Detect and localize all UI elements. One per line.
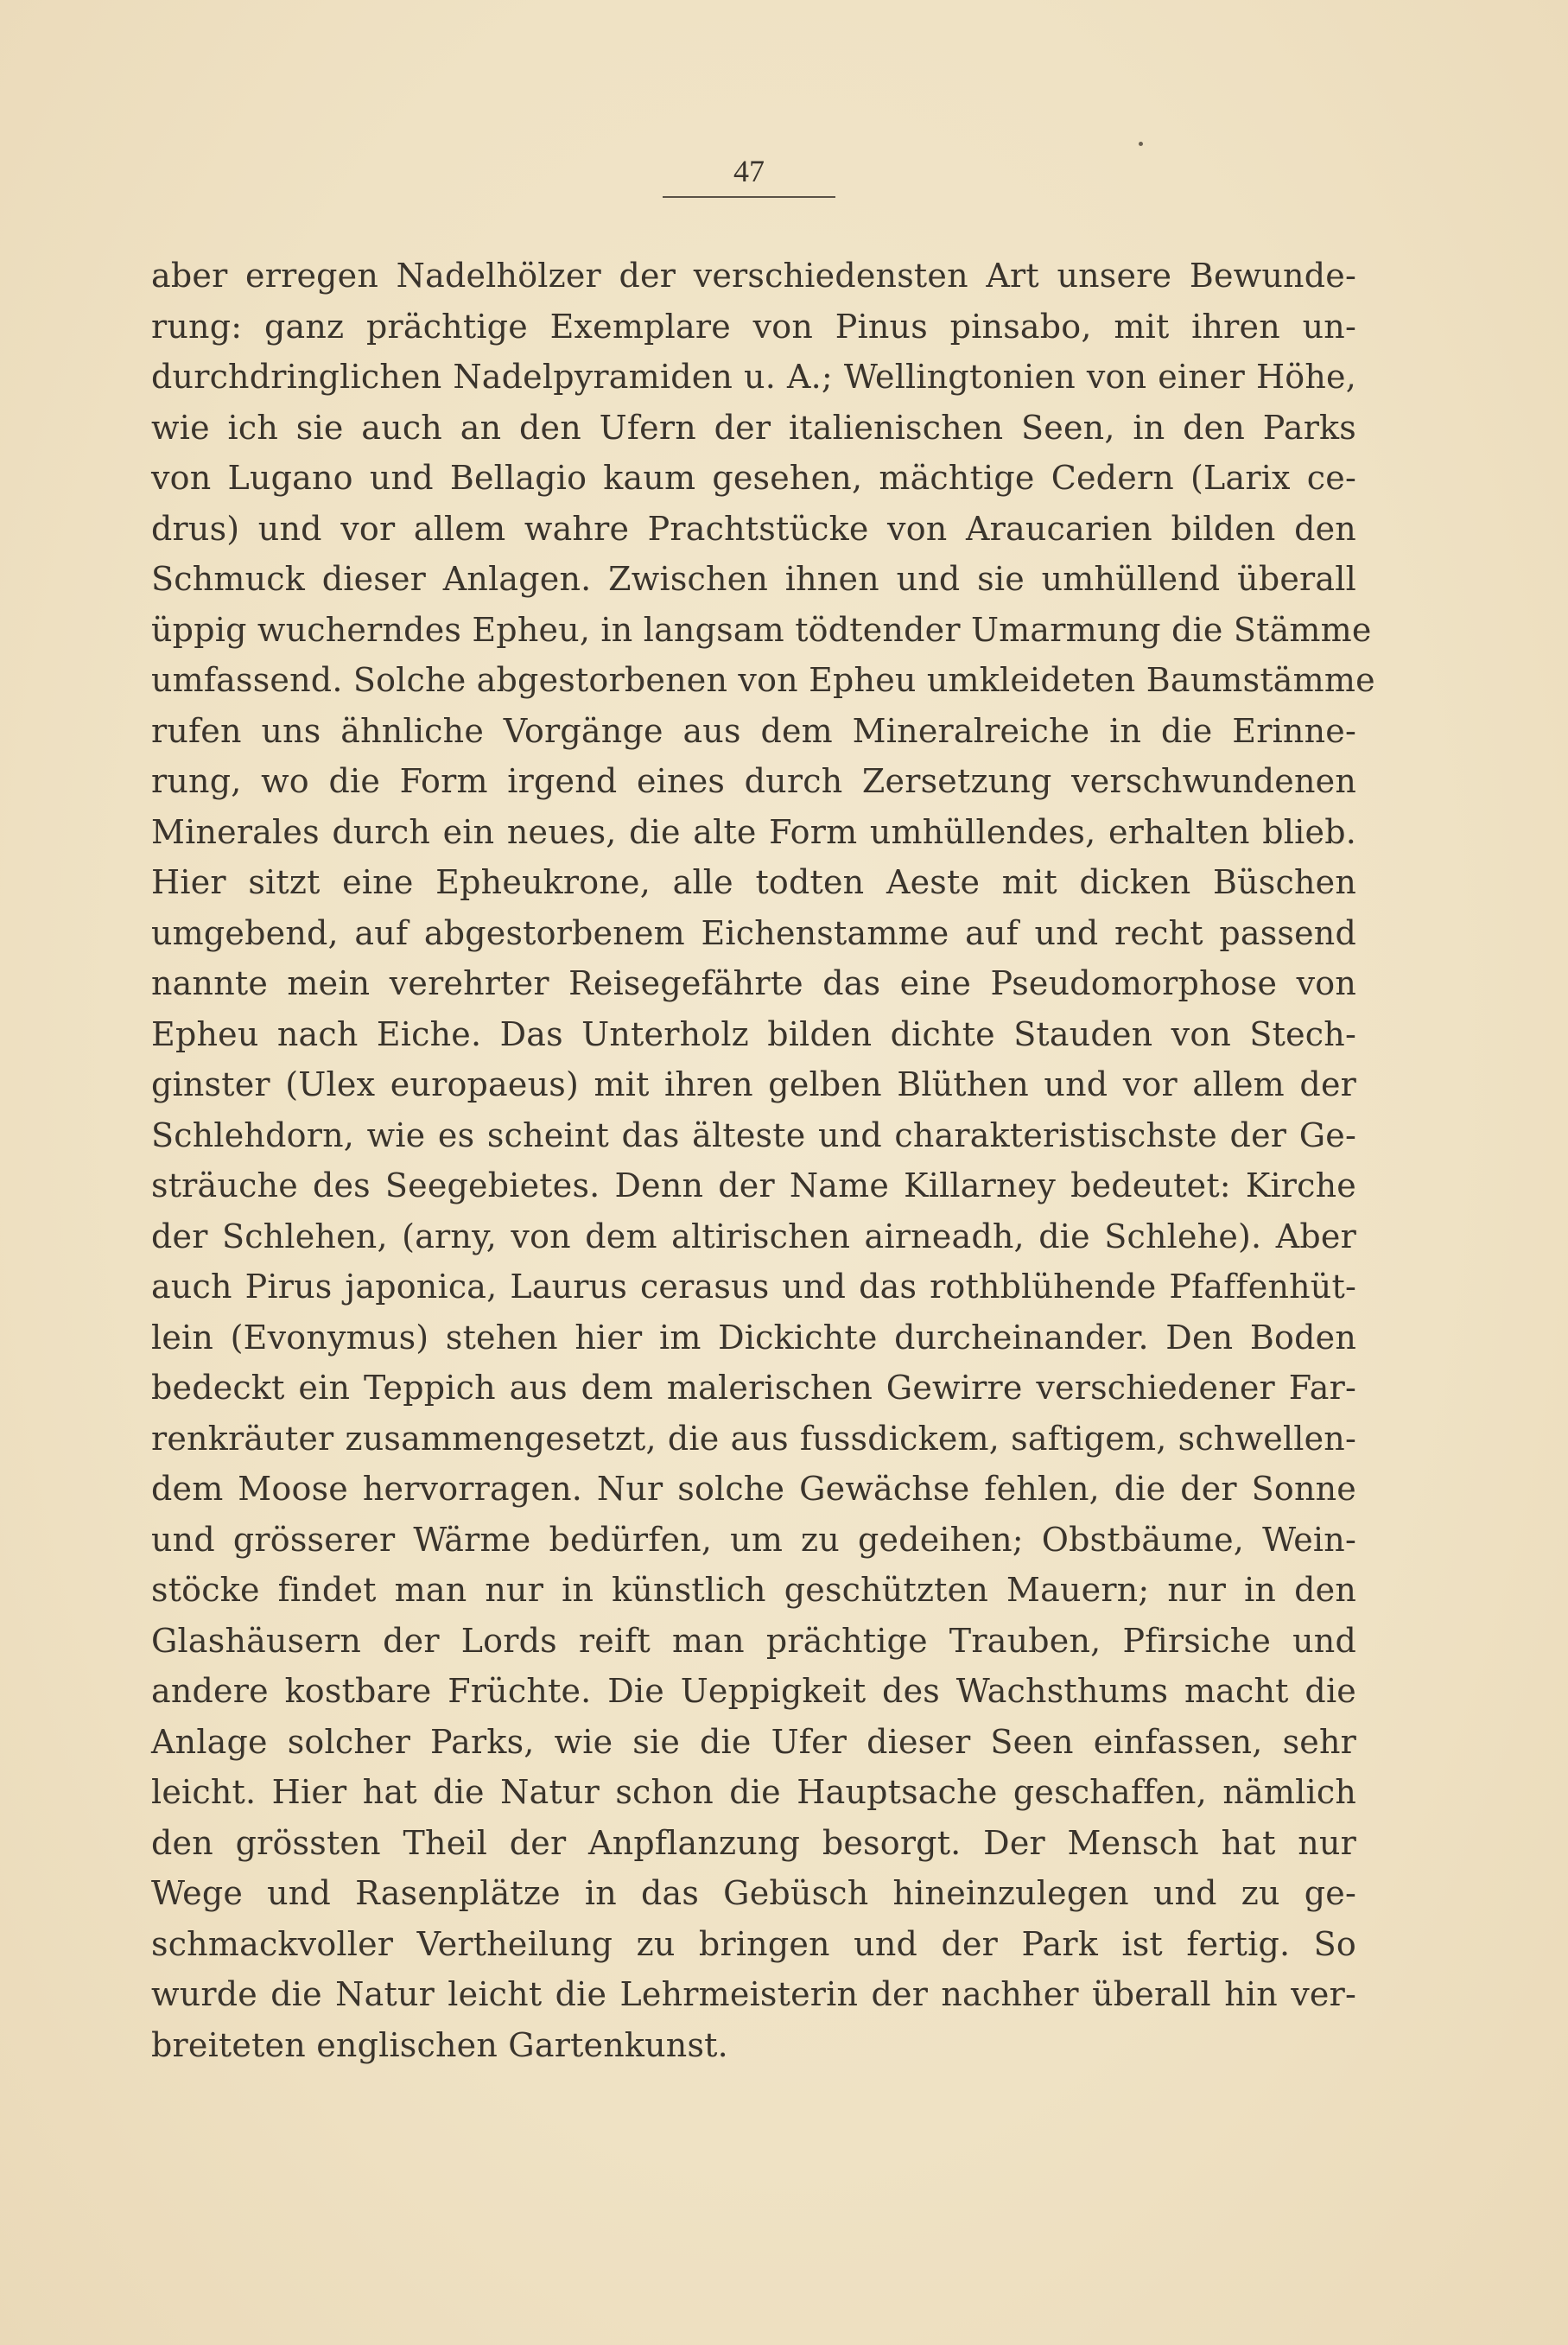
text-line: Minerales durch ein neues, die alte Form umhüllendes, erhalten blieb. bbox=[151, 812, 1356, 851]
text-line: auch Pirus japonica, Laurus cerasus und das rothblühende Pfaffenhüt- bbox=[151, 1268, 1356, 1306]
text-line-last: breiteten englischen Gartenkunst. bbox=[151, 2025, 728, 2064]
text-line: umgebend, auf abgestorbenem Eichenstamme auf und recht passend bbox=[151, 913, 1356, 952]
text-line: umfassend. Solche abgestorbenen von Epheu umkleideten Baumstämme bbox=[151, 661, 1375, 699]
text-line: dem Moose hervorragen. Nur solche Gewächse fehlen, die der Sonne bbox=[151, 1470, 1356, 1508]
text-line: rufen uns ähnliche Vorgänge aus dem Mineralreiche in die Erinne- bbox=[151, 711, 1356, 750]
text-line: Schlehdorn, wie es scheint das älteste und charakteristischste der Ge- bbox=[151, 1115, 1356, 1154]
text-line: Epheu nach Eiche. Das Unterholz bilden dichte Stauden von Stech- bbox=[151, 1014, 1356, 1053]
text-line: stöcke findet man nur in künstlich geschützten Mauern; nur in den bbox=[151, 1571, 1356, 1609]
text-line: von Lugano und Bellagio kaum gesehen, mächtige Cedern (Larix ce- bbox=[151, 459, 1356, 497]
text-line: der Schlehen, (arny, von dem altirischen airneadh, die Schlehe). Aber bbox=[151, 1217, 1356, 1255]
text-line: nannte mein verehrter Reisegefährte das eine Pseudomorphose von bbox=[151, 964, 1356, 1002]
text-line: Schmuck dieser Anlagen. Zwischen ihnen und sie umhüllend überall bbox=[151, 560, 1356, 598]
text-line: üppig wucherndes Epheu, in langsam tödtender Umarmung die Stämme bbox=[151, 610, 1372, 649]
text-line: rung: ganz prächtige Exemplare von Pinus pinsabo, mit ihren un- bbox=[151, 307, 1356, 346]
text-line: wurde die Natur leicht die Lehrmeisterin der nachher überall hin ver- bbox=[151, 1975, 1356, 2013]
text-line: und grösserer Wärme bedürfen, um zu gedeihen; Obstbäume, Wein- bbox=[151, 1520, 1356, 1559]
text-line: renkräuter zusammengesetzt, die aus fussdickem, saftigem, schwellen- bbox=[151, 1419, 1356, 1458]
text-line: schmackvoller Vertheilung zu bringen und der Park ist fertig. So bbox=[151, 1924, 1356, 1963]
text-line: Anlage solcher Parks, wie sie die Ufer dieser Seen einfassen, sehr bbox=[151, 1722, 1356, 1761]
text-line: bedeckt ein Teppich aus dem malerischen Gewirre verschiedener Far- bbox=[151, 1369, 1356, 1407]
page-number: 47 bbox=[733, 154, 765, 188]
text-line: Wege und Rasenplätze in das Gebüsch hineinzulegen und zu ge- bbox=[151, 1874, 1356, 1912]
text-line: den grössten Theil der Anpflanzung besorgt. Der Mensch hat nur bbox=[151, 1823, 1356, 1862]
text-line: lein (Evonymus) stehen hier im Dickichte durcheinander. Den Boden bbox=[151, 1318, 1356, 1357]
text-line: leicht. Hier hat die Natur schon die Hauptsache geschaffen, nämlich bbox=[151, 1773, 1356, 1811]
text-line: andere kostbare Früchte. Die Ueppigkeit des Wachsthums macht die bbox=[151, 1672, 1356, 1710]
text-line: durchdringlichen Nadelpyramiden u. A.; Wellingtonien von einer Höhe, bbox=[151, 358, 1356, 396]
text-line: sträuche des Seegebietes. Denn der Name Killarney bedeutet: Kirche bbox=[151, 1166, 1356, 1204]
text-line: rung, wo die Form irgend eines durch Zersetzung verschwundenen bbox=[151, 762, 1356, 800]
page-number-rule bbox=[663, 196, 835, 198]
text-line: ginster (Ulex europaeus) mit ihren gelben Blüthen und vor allem der bbox=[151, 1065, 1356, 1103]
text-line: drus) und vor allem wahre Prachtstücke von Araucarien bilden den bbox=[151, 509, 1356, 548]
text-line: aber erregen Nadelhölzer der verschiedensten Art unsere Bewunde- bbox=[151, 257, 1356, 295]
text-line: Glashäusern der Lords reift man prächtige Trauben, Pfirsiche und bbox=[151, 1621, 1356, 1660]
text-line: wie ich sie auch an den Ufern der italienischen Seen, in den Parks bbox=[151, 408, 1356, 447]
body-text bbox=[151, 251, 1375, 2070]
text-line: Hier sitzt eine Epheukrone, alle todten Aeste mit dicken Büschen bbox=[151, 863, 1356, 901]
paper-speck bbox=[1139, 142, 1143, 146]
